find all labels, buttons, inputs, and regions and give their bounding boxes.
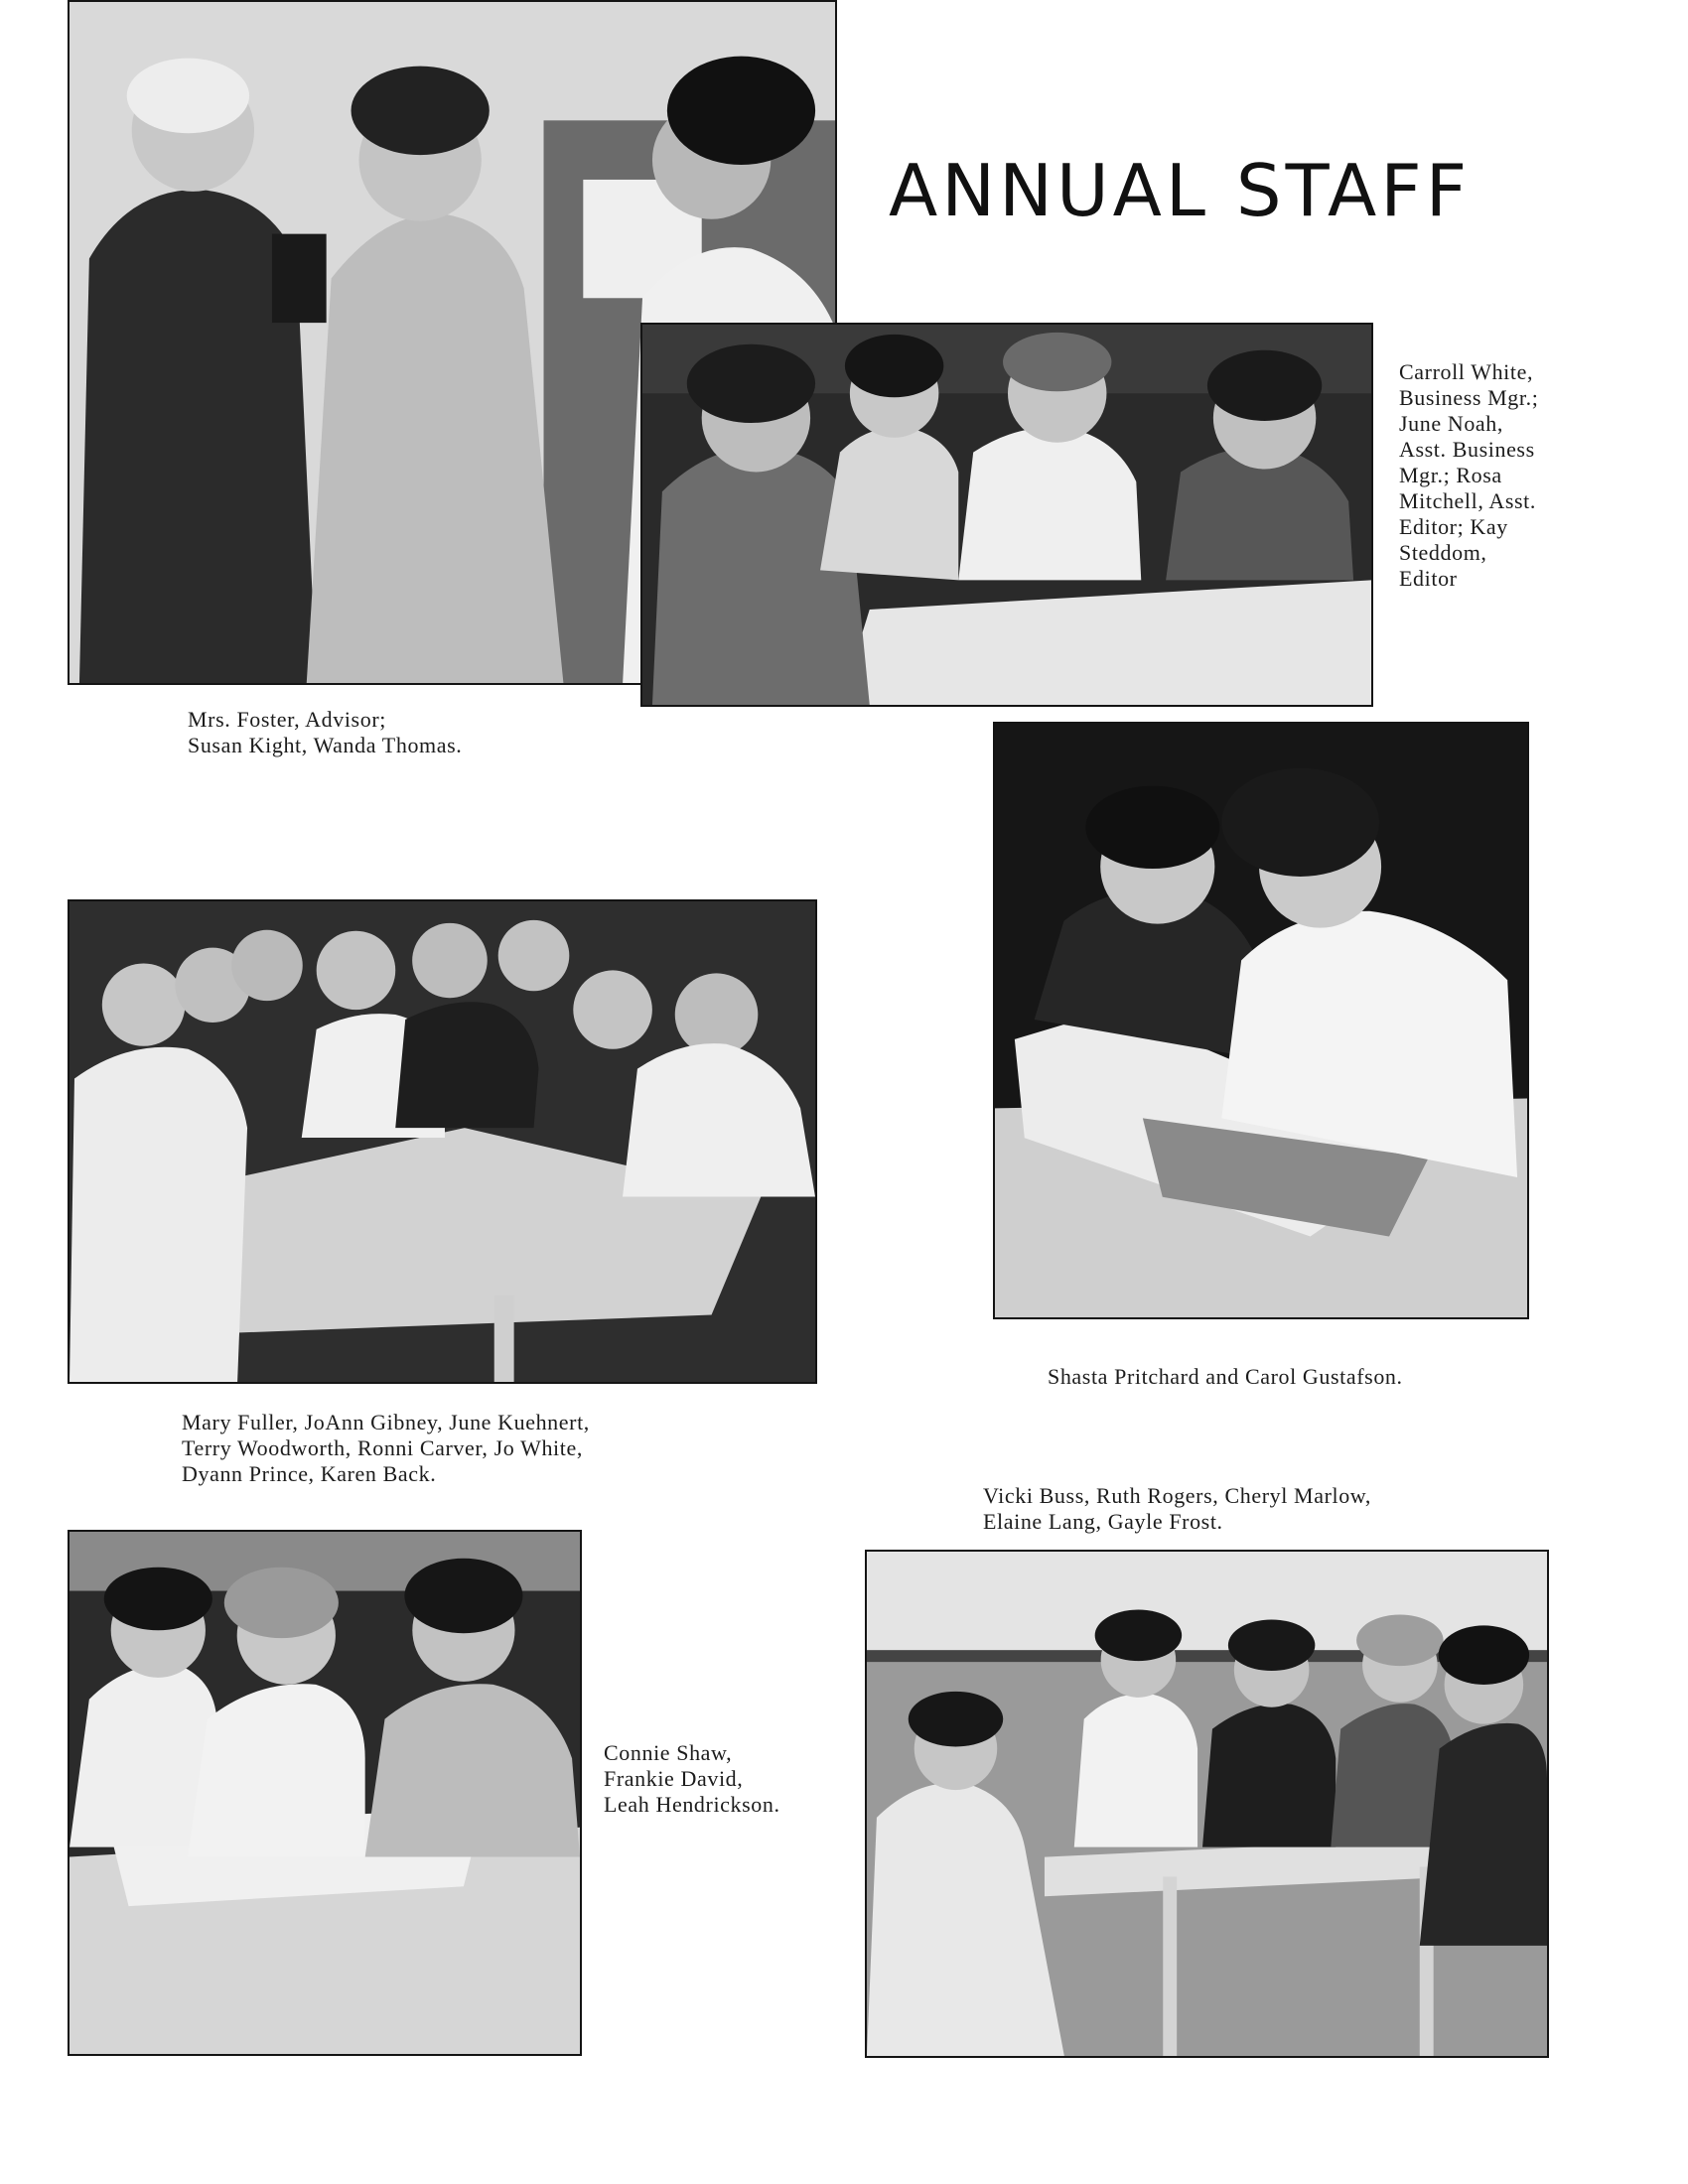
caption-line: Shasta Pritchard and Carol Gustafson. <box>1048 1364 1403 1389</box>
page-title: ANNUAL STAFF <box>889 149 1472 232</box>
caption-line: Steddom, <box>1399 540 1487 565</box>
caption-line: Elaine Lang, Gayle Frost. <box>983 1509 1223 1534</box>
caption-line: Mrs. Foster, Advisor; <box>188 707 386 732</box>
caption-line: Editor <box>1399 566 1458 591</box>
caption-line: Terry Woodworth, Ronni Carver, Jo White, <box>182 1435 583 1460</box>
caption-line: Frankie David, <box>604 1766 744 1791</box>
photo-trio <box>68 1530 582 2056</box>
caption-line: Carroll White, <box>1399 359 1534 384</box>
caption-line: Mgr.; Rosa <box>1399 463 1502 487</box>
caption-line: Connie Shaw, <box>604 1740 733 1765</box>
caption-line: June Noah, <box>1399 411 1503 436</box>
caption-line: Mitchell, Asst. <box>1399 488 1536 513</box>
caption-line: Mary Fuller, JoAnn Gibney, June Kuehnert, <box>182 1410 590 1434</box>
caption-advisor <box>188 707 462 758</box>
caption-line: Asst. Business <box>1399 437 1535 462</box>
photo-five-tables <box>865 1550 1549 2058</box>
photo-pair-yearbook <box>993 722 1529 1319</box>
caption-line: Editor; Kay <box>1399 514 1508 539</box>
photo-business-staff <box>640 323 1373 707</box>
caption-line: Business Mgr.; <box>1399 385 1539 410</box>
photo-table-group <box>68 899 817 1384</box>
caption-business-staff <box>1399 359 1538 592</box>
caption-line: Leah Hendrickson. <box>604 1792 780 1817</box>
caption-line: Vicki Buss, Ruth Rogers, Cheryl Marlow, <box>983 1483 1371 1508</box>
caption-five <box>983 1483 1371 1535</box>
caption-table-group <box>182 1410 590 1487</box>
caption-trio <box>604 1740 780 1818</box>
caption-line: Dyann Prince, Karen Back. <box>182 1461 437 1486</box>
caption-pair <box>1048 1364 1403 1390</box>
caption-line: Susan Kight, Wanda Thomas. <box>188 733 463 757</box>
